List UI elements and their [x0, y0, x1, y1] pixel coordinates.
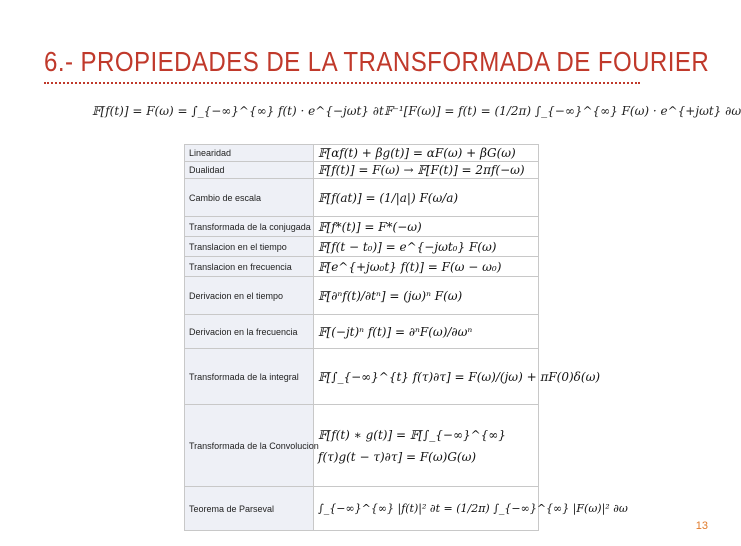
- property-name: Teorema de Parseval: [185, 487, 314, 531]
- table-row: [185, 315, 539, 349]
- property-name: Translacion en frecuencia: [185, 257, 314, 277]
- table-row: [185, 487, 539, 531]
- property-name: Translacion en el tiempo: [185, 237, 314, 257]
- table-row: [185, 237, 539, 257]
- property-formula: 𝔽[∫_{−∞}^{t} f(τ)∂τ] = F(ω)/(jω) + πF(0)δ(ω): [314, 349, 539, 405]
- table-row: [185, 162, 539, 179]
- property-name: Dualidad: [185, 162, 314, 179]
- property-formula: 𝔽[f(t)] = F(ω) → 𝔽[F(t)] = 2πf(−ω): [314, 162, 539, 179]
- fourier-transform-formula: 𝔽[f(t)] = F(ω) = ∫_{−∞}^{∞} f(t) · e^{−jωt} ∂t: [92, 104, 384, 118]
- table-row: [185, 277, 539, 315]
- property-formula: 𝔽[∂ⁿf(t)/∂tⁿ] = (jω)ⁿ F(ω): [314, 277, 539, 315]
- property-name: Transformada de la Convolucion: [185, 405, 314, 487]
- property-formula: 𝔽[f*(t)] = F*(−ω): [314, 217, 539, 237]
- title-underline: [44, 82, 640, 84]
- property-name: Cambio de escala: [185, 179, 314, 217]
- convolution-formula-text: 𝔽[f(t) ∗ g(t)] = 𝔽[∫_{−∞}^{∞} f(τ)g(t − τ)∂τ] = F(ω)G(ω): [318, 427, 506, 464]
- inverse-fourier-transform-formula: 𝔽⁻¹[F(ω)] = f(t) = (1/2π) ∫_{−∞}^{∞} F(ω) · e^{+jωt} ∂ω: [384, 104, 741, 118]
- property-name: Derivacion en el tiempo: [185, 277, 314, 315]
- table-row: [185, 217, 539, 237]
- table-row: [185, 145, 539, 162]
- slide-title: 6.- PROPIEDADES DE LA TRANSFORMADA DE FOURIER: [44, 46, 710, 77]
- page-number: 13: [695, 520, 708, 532]
- properties-table: [184, 144, 628, 531]
- property-name: Linearidad: [185, 145, 314, 162]
- property-name: Derivacion en la frecuencia: [185, 315, 314, 349]
- property-formula: 𝔽[f(t − t₀)] = e^{−jωt₀} F(ω): [314, 237, 539, 257]
- property-formula: [314, 405, 539, 487]
- table-row: [185, 405, 539, 487]
- table-row: [185, 179, 539, 217]
- property-formula: 𝔽[(−jt)ⁿ f(t)] = ∂ⁿF(ω)/∂ωⁿ: [314, 315, 539, 349]
- table-row: [185, 257, 539, 277]
- table-row: [185, 349, 539, 405]
- property-formula: 𝔽[αf(t) + βg(t)] = αF(ω) + βG(ω): [314, 145, 539, 162]
- parseval-formula-text: ∫_{−∞}^{∞} |f(t)|² ∂t = (1/2π) ∫_{−∞}^{∞} |F(ω)|² ∂ω: [318, 502, 628, 515]
- property-formula: [314, 487, 628, 531]
- property-formula: 𝔽[f(at)] = (1/|a|) F(ω/a): [314, 179, 539, 217]
- property-name: Transformada de la conjugada: [185, 217, 314, 237]
- property-name: Transformada de la integral: [185, 349, 314, 405]
- property-formula: 𝔽[e^{+jω₀t} f(t)] = F(ω − ω₀): [314, 257, 539, 277]
